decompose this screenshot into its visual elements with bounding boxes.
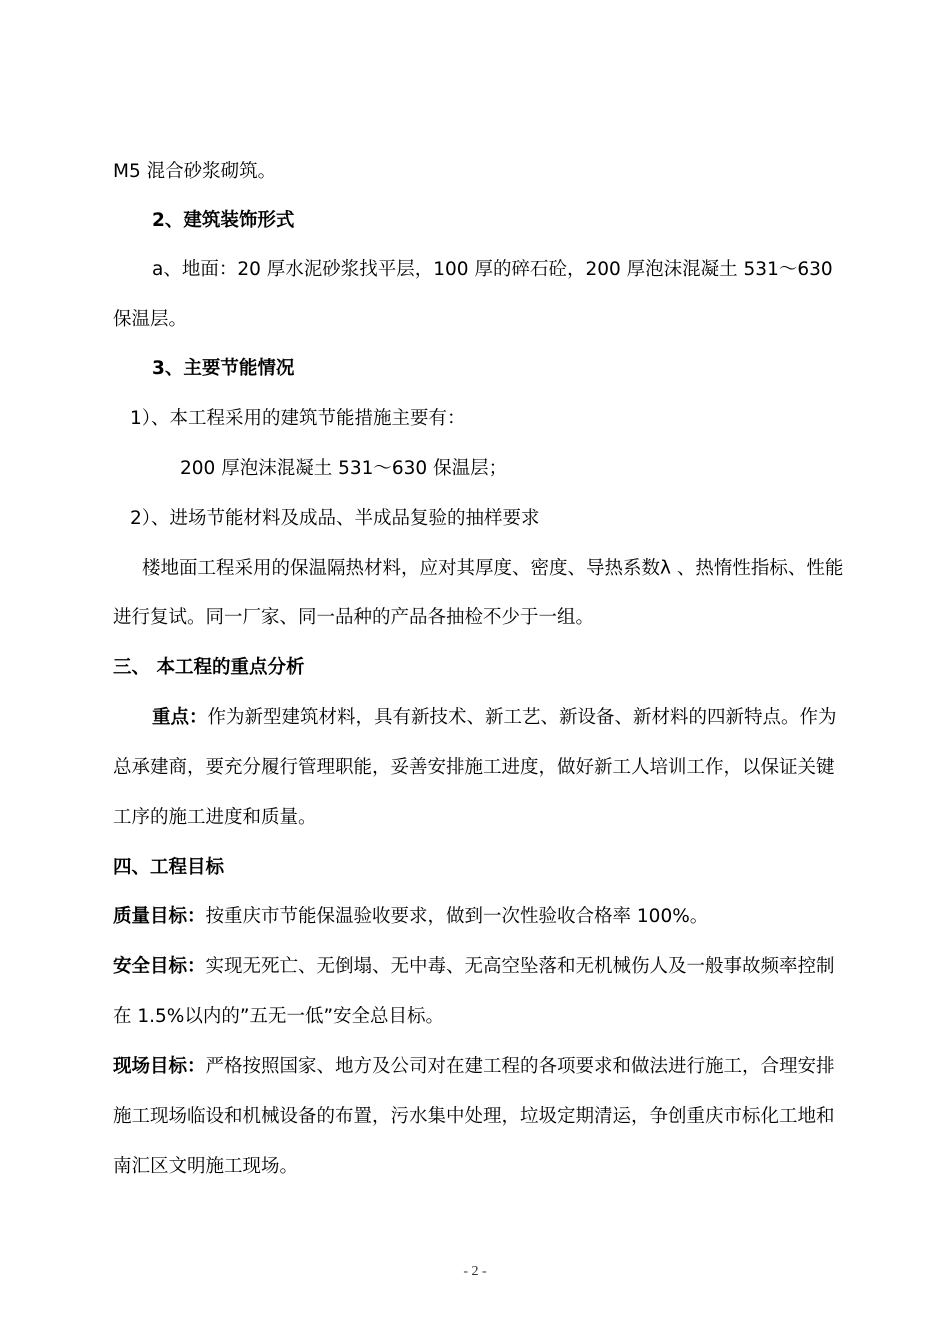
body-line (113, 1055, 835, 1079)
body-line: 南汇区文明施工现场。 (113, 1156, 299, 1177)
body-line: 楼地面工程采用的保温隔热材料，应对其厚度、密度、导热系数λ 、热惰性指标、性能 (142, 558, 844, 579)
body-line: 2）、进场节能材料及成品、半成品复验的抽样要求 (130, 508, 540, 529)
inline-text: 作为新型建筑材料，具有新技术、新工艺、新设备、新材料的四新特点。作为 (207, 707, 837, 728)
section-heading: 3、主要节能情况 (152, 358, 295, 379)
body-line: 工序的施工进度和质量。 (113, 807, 317, 828)
page-number: - 2 - (463, 1264, 487, 1279)
body-line (113, 955, 835, 979)
body-line: 总承建商，要充分履行管理职能，妥善安排施工进度，做好新工人培训工作，以保证关键 (113, 757, 835, 778)
inline-label: 质量目标： (113, 906, 206, 927)
inline-text: 实现无死亡、无倒塌、无中毒、无高空坠落和无机械伤人及一般事故频率控制 (205, 956, 835, 977)
body-line: M5 混合砂浆砌筑。 (113, 161, 277, 182)
body-line: a、地面：20 厚水泥砂浆找平层，100 厚的碎石砼，200 厚泡沫混凝土 531～630 (152, 259, 833, 280)
section-heading: 2、建筑装饰形式 (152, 210, 295, 231)
body-line: 保温层。 (113, 309, 188, 330)
chapter-heading: 三、 本工程的重点分析 (113, 657, 305, 678)
chapter-heading: 四、工程目标 (113, 857, 225, 878)
inline-label: 安全目标： (113, 956, 206, 977)
inline-text: 严格按照国家、地方及公司对在建工程的各项要求和做法进行施工，合理安排 (205, 1056, 835, 1077)
body-line: 施工现场临设和机械设备的布置，污水集中处理，垃圾定期清运，争创重庆市标化工地和 (113, 1106, 835, 1127)
body-line (113, 905, 708, 929)
inline-label: 现场目标： (113, 1056, 206, 1077)
body-line (152, 706, 837, 730)
body-line: 1）、本工程采用的建筑节能措施主要有： (130, 408, 466, 429)
inline-text: 按重庆市节能保温验收要求，做到一次性验收合格率 100%。 (205, 906, 709, 927)
body-line: 在 1.5%以内的”五无一低”安全总目标。 (113, 1006, 445, 1027)
body-line: 进行复试。同一厂家、同一品种的产品各抽检不少于一组。 (113, 607, 595, 628)
inline-label: 重点： (152, 707, 208, 728)
body-line: 200 厚泡沫混凝土 531～630 保温层； (180, 458, 508, 479)
